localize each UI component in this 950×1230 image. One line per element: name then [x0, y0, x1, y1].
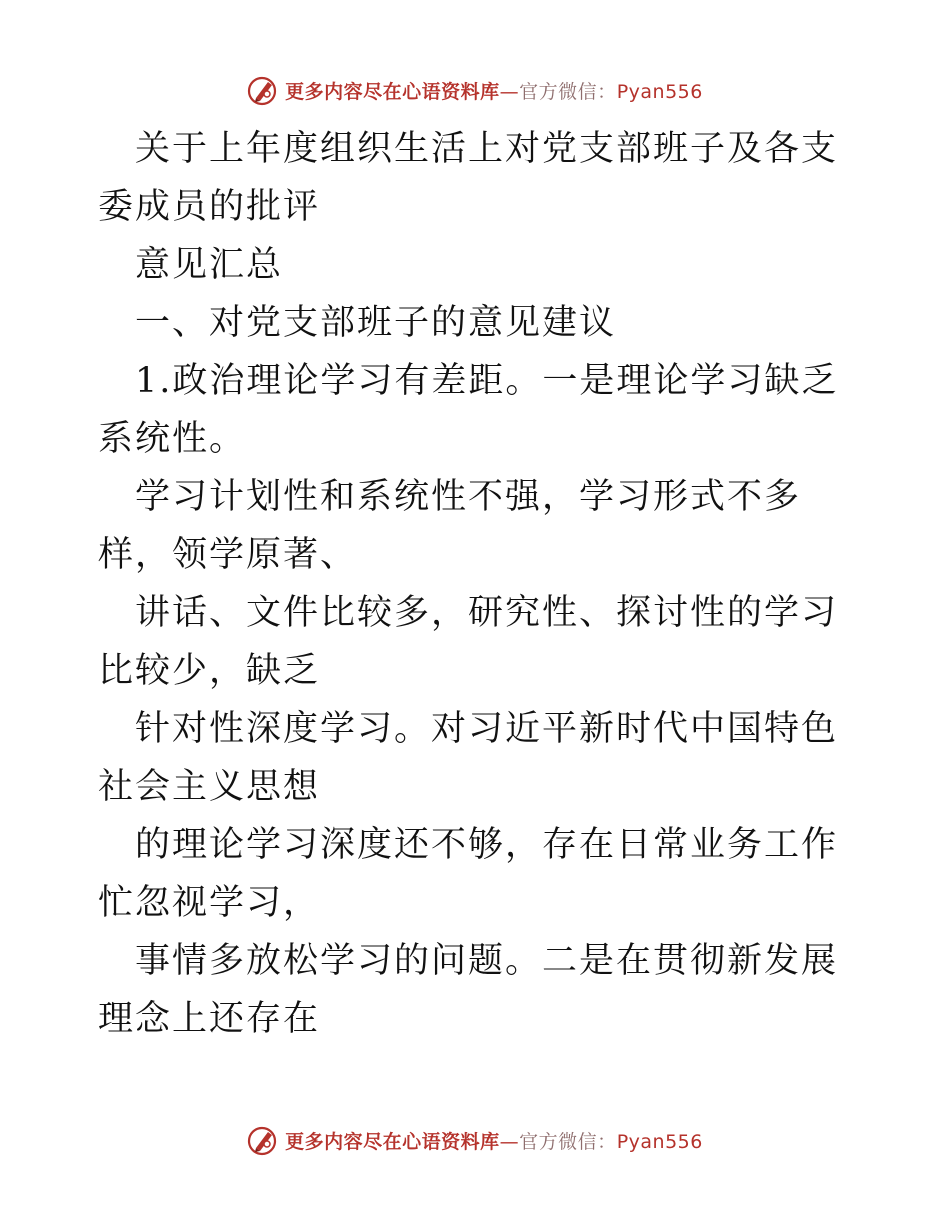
body-paragraph: 1.政治理论学习有差距。一是理论学习缺乏系统性。	[98, 361, 839, 459]
footer-library-text: 更多内容尽在心语资料库	[285, 1130, 500, 1153]
body-paragraph: 事情多放松学习的问题。二是在贯彻新发展理念上还存在	[98, 941, 839, 1039]
pen-logo-icon	[247, 74, 279, 106]
footer-wechat-id: Pyan556	[616, 1130, 703, 1153]
document-title-line-2: 意见汇总	[135, 245, 284, 285]
section-heading: 一、对党支部班子的意见建议	[135, 303, 617, 343]
body-paragraph: 讲话、文件比较多，研究性、探讨性的学习比较少，缺乏	[98, 593, 839, 691]
footer-banner-text	[285, 1127, 703, 1154]
body-paragraph: 针对性深度学习。对习近平新时代中国特色社会主义思想	[98, 709, 839, 807]
body-paragraph: 学习计划性和系统性不强，学习形式不多样，领学原著、	[98, 477, 802, 575]
pen-logo-icon	[247, 1124, 279, 1156]
header-banner-text	[285, 77, 703, 104]
footer-wechat-label: 官方微信：	[519, 1130, 617, 1153]
header-library-text: 更多内容尽在心语资料库	[285, 80, 500, 103]
header-wechat-label: 官方微信：	[519, 80, 617, 103]
footer-watermark-banner	[0, 1120, 950, 1160]
header-watermark-banner	[0, 70, 950, 110]
document-body	[98, 120, 858, 1048]
header-wechat-id: Pyan556	[616, 80, 703, 103]
footer-dash: —	[499, 1130, 520, 1153]
header-dash: —	[499, 80, 520, 103]
body-paragraph: 的理论学习深度还不够，存在日常业务工作忙忽视学习，	[98, 825, 839, 923]
document-title-line-1: 关于上年度组织生活上对党支部班子及各支委成员的批评	[98, 129, 839, 227]
